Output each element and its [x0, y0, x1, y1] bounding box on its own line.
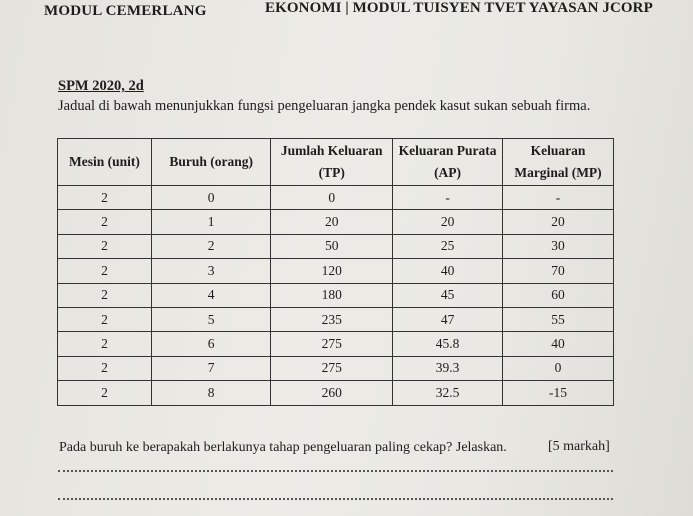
col-header-ap: Keluaran Purata (AP) [393, 139, 503, 186]
cell-mesin: 2 [58, 332, 152, 356]
cell-buruh: 2 [151, 234, 271, 258]
cell-tp: 120 [271, 259, 393, 283]
table-row [58, 234, 614, 258]
cell-mesin: 2 [58, 186, 152, 210]
cell-ap: 20 [393, 210, 503, 234]
cell-tp: 180 [271, 283, 393, 307]
cell-mp: 55 [503, 307, 614, 331]
cell-buruh: 7 [151, 356, 271, 380]
cell-tp: 235 [271, 307, 393, 331]
table-row [58, 283, 614, 307]
col-header-tp: Jumlah Keluaran (TP) [271, 139, 393, 186]
table-row [58, 210, 614, 234]
cell-ap: 45.8 [393, 332, 503, 356]
cell-mesin: 2 [58, 307, 152, 331]
cell-ap: 45 [393, 283, 503, 307]
cell-buruh: 4 [151, 283, 271, 307]
cell-buruh: 8 [151, 381, 271, 405]
header-left: MODUL CEMERLANG [44, 3, 207, 19]
table-row [58, 356, 614, 380]
cell-tp: 275 [271, 332, 393, 356]
table-row [58, 186, 614, 210]
cell-tp: 20 [271, 210, 393, 234]
table-body [58, 186, 614, 406]
cell-mp: 20 [503, 210, 614, 234]
cell-mesin: 2 [58, 356, 152, 380]
table-header-row [58, 139, 614, 186]
table-row [58, 307, 614, 331]
production-table [57, 138, 614, 406]
cell-buruh: 0 [151, 186, 271, 210]
cell-mesin: 2 [58, 381, 152, 405]
col-header-mp: Keluaran Marginal (MP) [503, 139, 614, 186]
cell-ap: 39.3 [393, 356, 503, 380]
cell-mp: 60 [503, 283, 614, 307]
table-row [58, 259, 614, 283]
cell-mp: 70 [503, 259, 614, 283]
cell-buruh: 1 [151, 210, 271, 234]
cell-mp: 0 [503, 356, 614, 380]
cell-mesin: 2 [58, 210, 152, 234]
answer-line[interactable] [58, 470, 613, 472]
cell-ap: 47 [393, 307, 503, 331]
cell-tp: 0 [271, 186, 393, 210]
cell-tp: 50 [271, 234, 393, 258]
cell-mp: 30 [503, 234, 614, 258]
cell-mp: - [503, 186, 614, 210]
col-header-buruh: Buruh (orang) [151, 139, 271, 186]
question-text: Pada buruh ke berapakah berlakunya tahap pengeluaran paling cekap? Jelaskan. [59, 440, 507, 455]
cell-ap: 40 [393, 259, 503, 283]
cell-buruh: 5 [151, 307, 271, 331]
cell-ap: 25 [393, 234, 503, 258]
cell-tp: 260 [271, 381, 393, 405]
header-right: EKONOMI | MODUL TUISYEN TVET YAYASAN JCORP [265, 0, 653, 16]
table-row [58, 381, 614, 405]
marks-label: [5 markah] [548, 439, 610, 454]
cell-mesin: 2 [58, 234, 152, 258]
cell-mp: 40 [503, 332, 614, 356]
cell-mesin: 2 [58, 259, 152, 283]
answer-line[interactable] [58, 498, 613, 500]
cell-buruh: 3 [151, 259, 271, 283]
question-intro: Jadual di bawah menunjukkan fungsi pengeluaran jangka pendek kasut sukan sebuah firma. [58, 98, 591, 114]
cell-ap: - [393, 186, 503, 210]
cell-buruh: 6 [151, 332, 271, 356]
question-source: SPM 2020, 2d [58, 78, 144, 94]
table-row [58, 332, 614, 356]
cell-tp: 275 [271, 356, 393, 380]
col-header-mesin: Mesin (unit) [58, 139, 152, 186]
cell-mp: -15 [503, 381, 614, 405]
cell-ap: 32.5 [393, 381, 503, 405]
cell-mesin: 2 [58, 283, 152, 307]
